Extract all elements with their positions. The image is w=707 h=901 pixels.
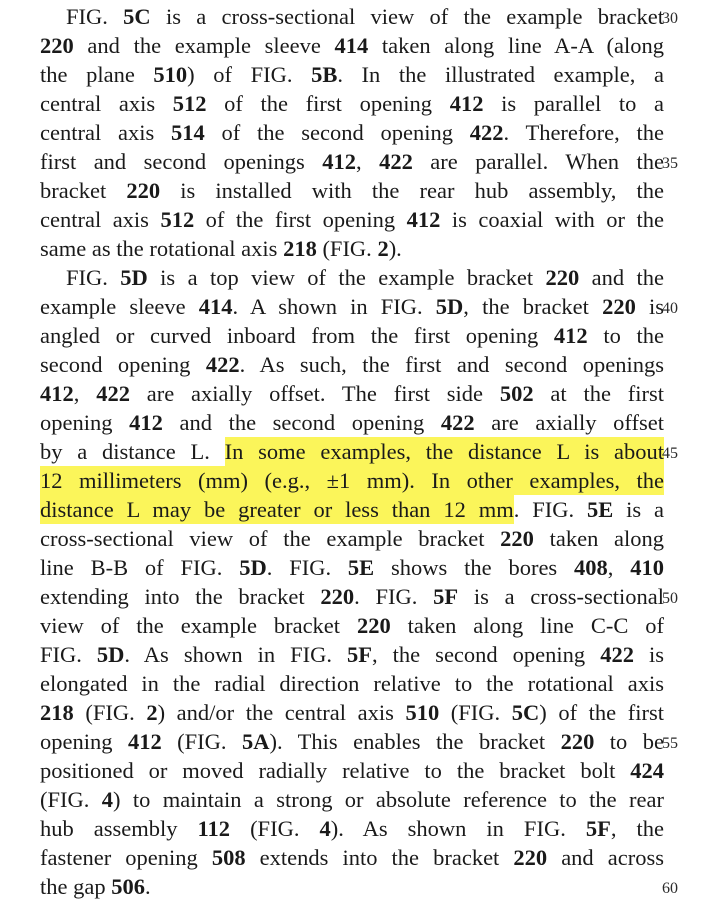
reference-numeral: 5E — [347, 555, 375, 580]
text-run: of the first opening — [206, 91, 450, 116]
text-run: example sleeve — [40, 294, 199, 319]
reference-numeral: 412 — [449, 91, 484, 116]
text-run: . A shown in FIG. — [232, 294, 436, 319]
reference-numeral: 5D — [120, 265, 148, 290]
text-line — [40, 640, 664, 669]
text-run: same as the rotational axis — [40, 236, 284, 261]
text-run: are parallel. When the — [412, 149, 664, 174]
reference-numeral: 5E — [586, 497, 614, 522]
text-run: . FIG. — [354, 584, 434, 609]
text-run: is — [635, 294, 664, 319]
text-line — [40, 234, 664, 263]
document-body — [40, 2, 664, 901]
text-run: to be — [594, 729, 664, 754]
text-run: , — [73, 381, 97, 406]
reference-numeral: 512 — [160, 207, 195, 232]
reference-numeral: 412 — [129, 410, 163, 435]
text-run: , — [356, 149, 380, 174]
text-line — [40, 437, 664, 466]
text-run: (FIG. — [161, 729, 242, 754]
text-line — [40, 611, 664, 640]
text-line — [40, 872, 664, 901]
reference-numeral: 408 — [574, 555, 608, 580]
reference-numeral: 220 — [126, 178, 161, 203]
text-run: first and second openings — [40, 149, 323, 174]
text-line — [40, 466, 664, 495]
reference-numeral: 414 — [198, 294, 233, 319]
text-run: , the second opening — [372, 642, 601, 667]
text-run: (FIG. — [316, 236, 378, 261]
text-run: by a distance L. — [40, 439, 225, 464]
reference-numeral: 4 — [101, 787, 113, 812]
reference-numeral: 220 — [545, 265, 580, 290]
text-line — [40, 176, 664, 205]
text-run: is a cross-sectional view of the example bracket — [150, 4, 664, 29]
text-line — [40, 263, 664, 292]
reference-numeral: 5C — [511, 700, 540, 725]
reference-numeral: 220 — [356, 613, 391, 638]
text-run: line B-B of FIG. — [40, 555, 240, 580]
reference-numeral: 5A — [241, 729, 270, 754]
margin-line-number: 30 — [662, 10, 678, 27]
text-line — [40, 60, 664, 89]
text-run: opening — [40, 410, 130, 435]
reference-numeral: 422 — [96, 381, 130, 406]
text-run: is coaxial with or the — [440, 207, 665, 232]
margin-line-number: 50 — [662, 590, 678, 607]
text-line — [40, 118, 664, 147]
reference-numeral: 510 — [405, 700, 440, 725]
text-run: is parallel to a — [483, 91, 664, 116]
reference-numeral: 220 — [500, 526, 534, 551]
text-line — [40, 814, 664, 843]
text-run: central axis — [40, 207, 161, 232]
reference-numeral: 2 — [377, 236, 389, 261]
text-run: . — [144, 874, 151, 899]
margin-line-number: 35 — [662, 155, 678, 172]
text-run: taken along line A-A (along — [368, 33, 664, 58]
text-run: ). This enables the bracket — [269, 729, 561, 754]
reference-numeral: 5D — [435, 294, 464, 319]
text-run: fastener opening — [40, 845, 212, 870]
reference-numeral: 422 — [600, 642, 634, 667]
reference-numeral: 508 — [211, 845, 246, 870]
text-run: elongated in the radial direction relative to the rotational axis — [40, 671, 664, 696]
reference-numeral: 422 — [379, 149, 413, 174]
text-line — [40, 669, 664, 698]
reference-numeral: 412 — [553, 323, 588, 348]
text-line — [40, 321, 664, 350]
reference-numeral: 502 — [499, 381, 534, 406]
text-run: to the — [587, 323, 664, 348]
reference-numeral: 410 — [630, 555, 664, 580]
text-line — [40, 495, 664, 524]
text-run: (FIG. — [439, 700, 512, 725]
reference-numeral: 512 — [172, 91, 207, 116]
highlighted-text: 12 millimeters (mm) (e.g., ±1 mm). In other examples, the — [40, 468, 664, 493]
reference-numeral: 220 — [602, 294, 636, 319]
text-run: is — [633, 642, 664, 667]
text-run: FIG. — [40, 642, 97, 667]
reference-numeral: 5C — [123, 4, 151, 29]
text-line — [40, 698, 664, 727]
text-run: FIG. — [66, 265, 121, 290]
reference-numeral: 422 — [205, 352, 240, 377]
text-run: and the second opening — [162, 410, 441, 435]
margin-line-number: 60 — [662, 880, 678, 897]
text-run: ) to maintain a strong or absolute reference to the rear — [113, 787, 664, 812]
text-run: second opening — [40, 352, 206, 377]
reference-numeral: 5F — [585, 816, 611, 841]
reference-numeral: 112 — [197, 816, 231, 841]
text-run: of the second opening — [204, 120, 470, 145]
text-run: angled or curved inboard from the first opening — [40, 323, 554, 348]
reference-numeral: 5F — [433, 584, 459, 609]
text-run: central axis — [40, 91, 173, 116]
reference-numeral: 422 — [440, 410, 475, 435]
text-run: cross-sectional view of the example bracket — [40, 526, 501, 551]
text-run: and the example sleeve — [73, 33, 335, 58]
text-run: FIG. — [66, 4, 124, 29]
reference-numeral: 5D — [239, 555, 267, 580]
text-run: opening — [40, 729, 128, 754]
text-run: ) of the first — [539, 700, 664, 725]
margin-line-number: 55 — [662, 735, 678, 752]
text-run: (FIG. — [73, 700, 147, 725]
text-run: the gap — [40, 874, 112, 899]
text-run: at the first — [533, 381, 664, 406]
text-run: ). As shown in FIG. — [330, 816, 586, 841]
text-line — [40, 553, 664, 582]
reference-numeral: 514 — [170, 120, 205, 145]
text-run: the plane — [40, 62, 154, 87]
text-line — [40, 843, 664, 872]
reference-numeral: 412 — [40, 381, 74, 406]
text-run: taken along line C-C of — [390, 613, 664, 638]
text-run: , the bracket — [463, 294, 603, 319]
reference-numeral: 412 — [322, 149, 357, 174]
text-run: central axis — [40, 120, 171, 145]
text-run: ) of FIG. — [187, 62, 312, 87]
margin-line-number: 45 — [662, 445, 678, 462]
text-run: extends into the bracket — [245, 845, 514, 870]
reference-numeral: 506 — [111, 874, 145, 899]
text-run: bracket — [40, 178, 127, 203]
text-run: . As shown in FIG. — [124, 642, 348, 667]
text-run: . Therefore, the — [503, 120, 664, 145]
highlighted-text: In some examples, the distance L is about — [224, 439, 664, 464]
text-run: shows the bores — [374, 555, 575, 580]
text-run: . As such, the first and second openings — [239, 352, 664, 377]
reference-numeral: 422 — [469, 120, 504, 145]
margin-line-number: 40 — [662, 300, 678, 317]
text-line — [40, 756, 664, 785]
text-run: are axially offset. The first side — [129, 381, 500, 406]
text-line — [40, 31, 664, 60]
text-run: , — [607, 555, 631, 580]
text-run: is a top view of the example bracket — [147, 265, 546, 290]
text-run: ). — [388, 236, 402, 261]
reference-numeral: 5F — [347, 642, 373, 667]
reference-numeral: 2 — [146, 700, 158, 725]
text-run: extending into the bracket — [40, 584, 321, 609]
text-line — [40, 785, 664, 814]
text-line — [40, 2, 664, 31]
text-run: hub assembly — [40, 816, 198, 841]
reference-numeral: 220 — [40, 33, 74, 58]
text-run: and across — [547, 845, 664, 870]
text-line — [40, 408, 664, 437]
reference-numeral: 5B — [311, 62, 338, 87]
text-run: taken along — [533, 526, 664, 551]
text-run: of the first opening — [194, 207, 407, 232]
text-run: (FIG. — [230, 816, 320, 841]
reference-numeral: 510 — [153, 62, 188, 87]
text-line — [40, 350, 664, 379]
reference-numeral: 412 — [127, 729, 162, 754]
text-line — [40, 89, 664, 118]
text-run: is installed with the rear hub assembly, the — [160, 178, 664, 203]
text-run: ) and/or the central axis — [157, 700, 406, 725]
text-line — [40, 524, 664, 553]
reference-numeral: 218 — [40, 700, 74, 725]
reference-numeral: 5D — [96, 642, 125, 667]
text-run: (FIG. — [40, 787, 102, 812]
text-line — [40, 379, 664, 408]
text-line — [40, 205, 664, 234]
text-line — [40, 582, 664, 611]
text-run: . FIG. — [266, 555, 348, 580]
text-line — [40, 147, 664, 176]
text-line — [40, 292, 664, 321]
text-run: view of the example bracket — [40, 613, 357, 638]
reference-numeral: 412 — [406, 207, 441, 232]
text-run: are axially offset — [474, 410, 664, 435]
text-line — [40, 727, 664, 756]
reference-numeral: 4 — [319, 816, 331, 841]
text-run: is a — [613, 497, 664, 522]
text-run: . In the illustrated example, a — [337, 62, 664, 87]
reference-numeral: 218 — [283, 236, 317, 261]
reference-numeral: 220 — [320, 584, 355, 609]
text-run: is a cross-sectional — [458, 584, 664, 609]
reference-numeral: 424 — [630, 758, 664, 783]
reference-numeral: 414 — [334, 33, 369, 58]
text-run: positioned or moved radially relative to the bracket bolt — [40, 758, 631, 783]
reference-numeral: 220 — [560, 729, 595, 754]
text-run: , the — [610, 816, 664, 841]
reference-numeral: 220 — [513, 845, 548, 870]
highlighted-text: distance L may be greater or less than 12 mm — [40, 497, 514, 522]
text-run: . FIG. — [513, 497, 587, 522]
text-run: and the — [579, 265, 664, 290]
